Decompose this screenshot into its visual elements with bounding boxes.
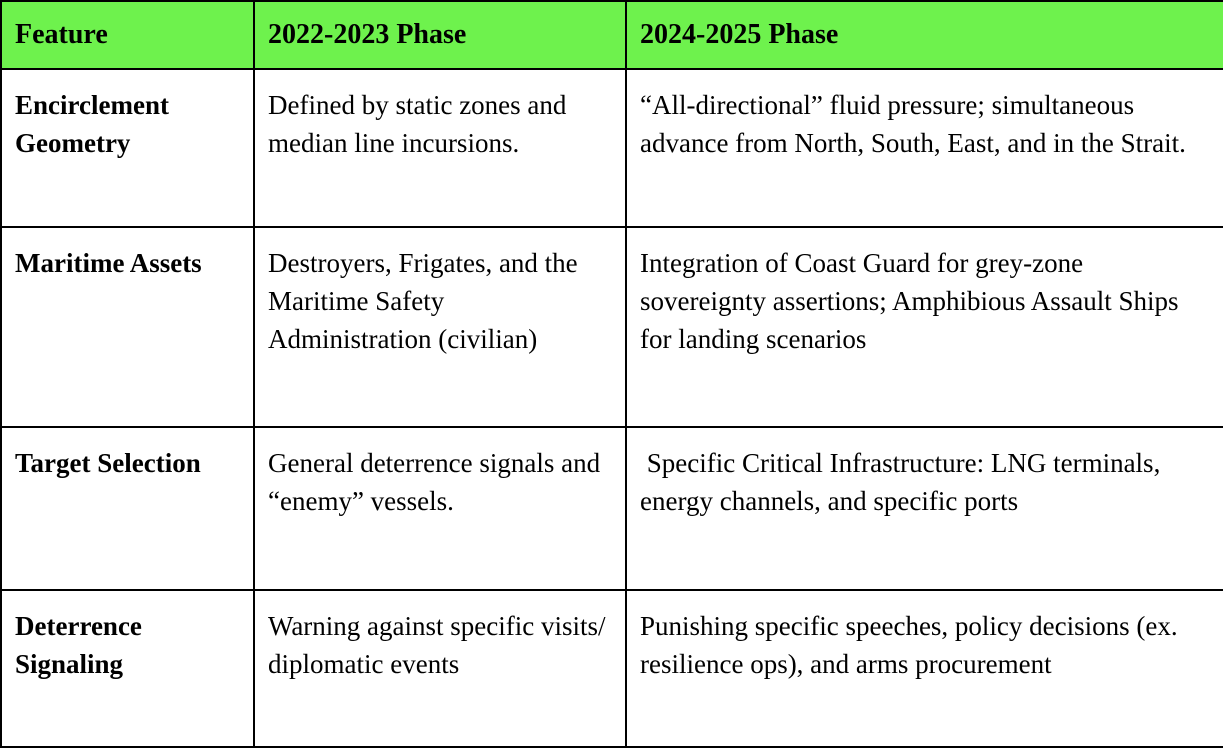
feature-cell: Target Selection <box>1 427 254 590</box>
column-header-2024-2025-phase: 2024-2025 Phase <box>626 1 1223 69</box>
phase1-cell: Warning against specific visits/ diplomatic events <box>254 590 626 747</box>
header-row <box>1 1 1223 69</box>
feature-cell: Encirclement Geometry <box>1 69 254 227</box>
phase2-cell: Punishing specific speeches, policy decisions (ex. resilience ops), and arms procurement <box>626 590 1223 747</box>
column-header-feature: Feature <box>1 1 254 69</box>
phase1-cell: General deterrence signals and “enemy” vessels. <box>254 427 626 590</box>
phase2-cell: Integration of Coast Guard for grey-zone sovereignty assertions; Amphibious Assault Ships for landing scenarios <box>626 227 1223 427</box>
feature-cell: Deterrence Signaling <box>1 590 254 747</box>
phase2-cell: “All-directional” fluid pressure; simultaneous advance from North, South, East, and in the Strait. <box>626 69 1223 227</box>
table-row-encirclement-geometry <box>1 69 1223 227</box>
column-header-2022-2023-phase: 2022-2023 Phase <box>254 1 626 69</box>
phase1-cell: Destroyers, Frigates, and the Maritime Safety Administration (civilian) <box>254 227 626 427</box>
feature-cell: Maritime Assets <box>1 227 254 427</box>
table-row-target-selection <box>1 427 1223 590</box>
table-row-maritime-assets <box>1 227 1223 427</box>
phase1-cell: Defined by static zones and median line incursions. <box>254 69 626 227</box>
phase2-cell: Specific Critical Infrastructure: LNG terminals, energy channels, and specific ports <box>626 427 1223 590</box>
table-row-deterrence-signaling <box>1 590 1223 747</box>
